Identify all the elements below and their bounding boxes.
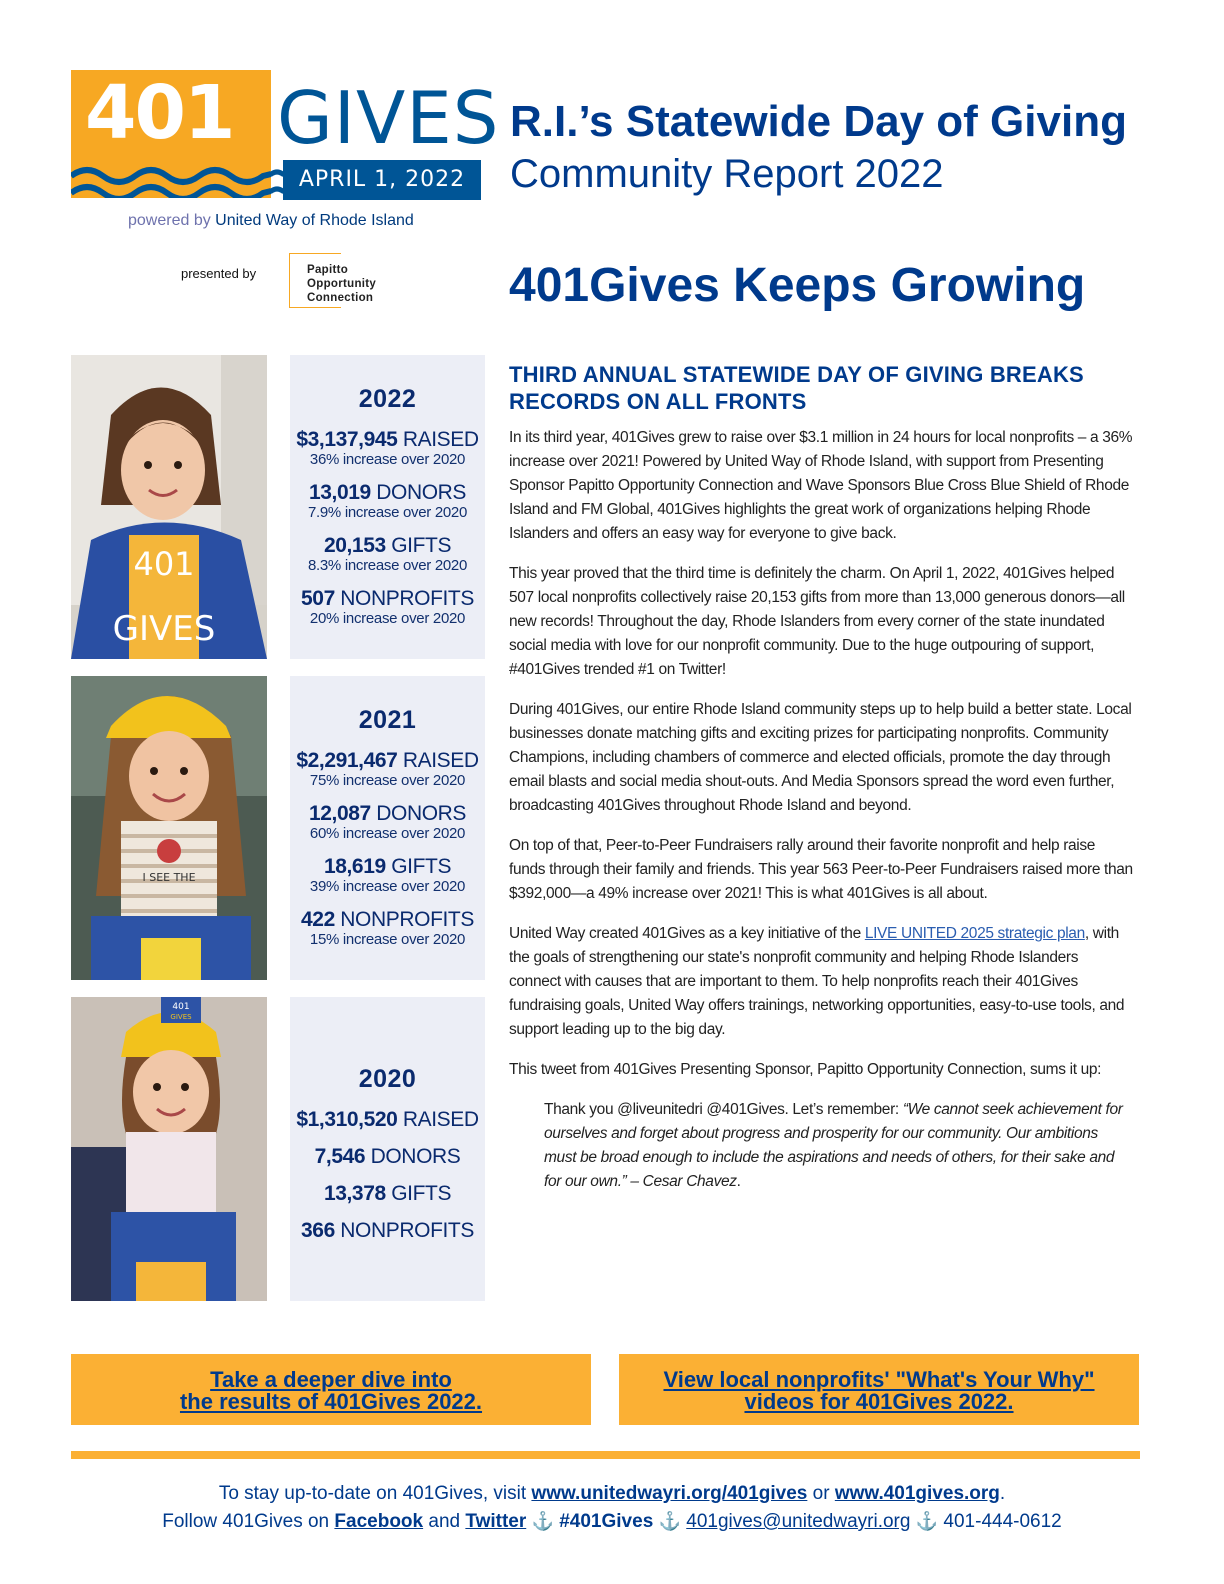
stat-value: $1,310,520	[296, 1108, 398, 1131]
article-paragraph: During 401Gives, our entire Rhode Island community steps up to help build a better state. Local businesses donate matching gifts and exciting prizes for participating nonprofits. Community Champions, including chambers of commerce and elected officials, promote the day through email blasts and social media shout-outs. And Media Sponsors spread the word even further, broadcasting 401Gives throughout Rhode Island and beyond.	[509, 701, 1132, 814]
photo-2020-illustration	[71, 997, 267, 1301]
sponsor-name	[307, 263, 376, 305]
anchor-icon: ⚓	[531, 1511, 554, 1531]
footer-divider	[71, 1451, 1140, 1459]
headline: 401Gives Keeps Growing	[509, 259, 1086, 312]
sponsor-logo	[289, 253, 399, 308]
twitter-link[interactable]: Twitter	[465, 1511, 527, 1532]
logo-gives-text: GIVES	[277, 76, 500, 160]
stat-label: RAISED	[402, 1108, 479, 1131]
article-body	[509, 426, 1133, 1194]
stat-value: 13,019	[308, 481, 371, 504]
stats-panel-2022	[290, 355, 485, 659]
stat-label: NONPROFITS	[340, 1219, 474, 1242]
stat-gifts	[290, 1183, 485, 1205]
stat-label: DONORS	[376, 802, 467, 825]
footer-text: To stay up-to-date on 401Gives, visit	[218, 1483, 532, 1504]
photo-2021-illustration	[71, 676, 267, 980]
article-paragraph: On top of that, Peer-to-Peer Fundraisers rally around their favorite nonprofit and help raise funds through their family and friends. This year 563 Peer-to-Peer Fundraisers raised more than $392,000—a 49% increase over 2021! This is what 401Gives is all about.	[509, 837, 1133, 902]
article-paragraph	[509, 922, 1133, 1042]
stat-value: 20,153	[323, 534, 386, 557]
stat-donors	[290, 803, 485, 825]
stat-value: $3,137,945	[296, 428, 398, 451]
results-link-button[interactable]	[71, 1354, 591, 1425]
paragraph-text: , with the goals of strengthening our state's nonprofit community and helping Rhode Islanders connect with causes that are important to them. To help nonprofits reach their 401Gives fundraising goals, United Way offers trainings, networking opportunities, easy-to-use tools, and support leading up to the big day.	[509, 925, 1125, 1038]
stat-label: NONPROFITS	[340, 587, 474, 610]
stat-label: RAISED	[402, 428, 479, 451]
footer-text: or	[807, 1483, 835, 1504]
stat-gifts	[290, 535, 485, 557]
email-link[interactable]: 401gives@unitedwayri.org	[686, 1511, 911, 1532]
stat-increase: 7.9% increase over 2020	[307, 504, 468, 521]
stat-nonprofits	[290, 588, 485, 610]
stat-label: GIFTS	[391, 534, 452, 557]
cap-401-text: 401	[172, 1002, 190, 1012]
cta-line: View local nonprofits' "What's Your Why"	[663, 1367, 1095, 1392]
stat-value: 7,546	[314, 1145, 366, 1168]
tweet-quote	[544, 1098, 1133, 1194]
logo-401-text: 401	[85, 70, 234, 156]
stat-increase: 15% increase over 2020	[309, 931, 466, 948]
stat-label: NONPROFITS	[340, 908, 474, 931]
stats-panel-2020	[290, 997, 485, 1301]
stat-raised	[290, 750, 485, 772]
stat-nonprofits	[290, 1220, 485, 1242]
shirt-401-text: 401	[133, 545, 195, 583]
powered-prefix: powered by	[128, 212, 211, 229]
facebook-link[interactable]: Facebook	[334, 1511, 424, 1532]
footer-line-1	[0, 1481, 1224, 1507]
page-subtitle: Community Report 2022	[510, 152, 944, 196]
stats-panel-2021	[290, 676, 485, 980]
shirt-slogan-text: I SEE THE	[142, 871, 196, 884]
stat-increase: 75% increase over 2020	[309, 772, 466, 789]
quote-end: .	[736, 1173, 741, 1190]
logo-date-badge: APRIL 1, 2022	[283, 160, 481, 200]
stat-label: DONORS	[376, 481, 467, 504]
stat-raised	[290, 1109, 485, 1131]
stat-label: GIFTS	[391, 855, 452, 878]
photo-child-2022	[71, 355, 267, 659]
stat-value: $2,291,467	[296, 749, 398, 772]
photo-2022-illustration	[71, 355, 267, 659]
stats-year: 2021	[358, 706, 417, 734]
stats-year: 2022	[358, 385, 417, 413]
sponsor-line: Opportunity	[307, 278, 377, 290]
sponsor-line: Papitto	[307, 264, 349, 276]
powered-by-line	[128, 212, 414, 230]
anchor-icon: ⚓	[915, 1511, 939, 1531]
phone-number: 401-444-0612	[943, 1511, 1062, 1532]
article-paragraph: This tweet from 401Gives Presenting Sponsor, Papitto Opportunity Connection, sums it up:	[509, 1061, 1102, 1078]
stats-year: 2020	[358, 1065, 417, 1093]
stat-value: 13,378	[323, 1182, 386, 1205]
stat-value: 12,087	[308, 802, 371, 825]
stat-gifts	[290, 856, 485, 878]
stat-label: DONORS	[370, 1145, 461, 1168]
hashtag: #401Gives	[559, 1511, 654, 1532]
401gives-link[interactable]: www.401gives.org	[834, 1483, 1000, 1504]
cta-line: videos for 401Gives 2022.	[744, 1389, 1014, 1414]
stat-label: GIFTS	[391, 1182, 452, 1205]
shirt-gives-text: GIVES	[112, 609, 216, 649]
stat-donors	[290, 1146, 485, 1168]
stat-donors	[290, 482, 485, 504]
stat-value: 18,619	[323, 855, 386, 878]
cta-line: the results of 401Gives 2022.	[179, 1389, 483, 1414]
paragraph-text: United Way created 401Gives as a key initiative of the	[509, 925, 865, 942]
article-subhead: THIRD ANNUAL STATEWIDE DAY OF GIVING BREAKS RECORDS ON ALL FRONTS	[509, 362, 1084, 414]
quote-italic: “We cannot seek achievement for ourselves and forget about progress and prosperity for our community. Our ambitions must be broad enough to include the aspirations and needs of others, for their sake and for our own.” – Cesar Chavez	[544, 1101, 1123, 1190]
stat-increase: 39% increase over 2020	[309, 878, 466, 895]
presented-by-label: presented by	[181, 266, 257, 281]
anchor-icon: ⚓	[658, 1511, 681, 1531]
photo-child-2021	[71, 676, 267, 980]
page-title: R.I.’s Statewide Day of Giving	[510, 97, 1127, 146]
footer-text: .	[999, 1483, 1006, 1504]
stat-increase: 36% increase over 2020	[309, 451, 466, 468]
stat-value: 507	[301, 587, 335, 610]
stat-increase: 8.3% increase over 2020	[307, 557, 468, 574]
stat-value: 422	[301, 908, 335, 931]
strategic-plan-link[interactable]: LIVE UNITED 2025 strategic plan	[864, 925, 1085, 942]
stat-nonprofits	[290, 909, 485, 931]
unitedwayri-link[interactable]: www.unitedwayri.org/401gives	[531, 1483, 808, 1504]
logo-401-block	[71, 70, 271, 203]
cta-line: Take a deeper dive into	[210, 1367, 452, 1392]
article-paragraph: This year proved that the third time is definitely the charm. On April 1, 2022, 401Gives helped 507 local nonprofits collectively raise 20,153 gifts from more than 13,000 generous donors—all new records! Throughout the day, Rhode Islanders from every corner of the state inundated social media with love for our nonprofit community. Due to the huge outpouring of support, #401Gives trended #1 on Twitter!	[509, 565, 1125, 678]
cap-gives-text: GIVES	[170, 1013, 192, 1021]
wave-tail-icon	[270, 168, 284, 198]
sponsor-line: Connection	[307, 292, 374, 304]
footer-text: and	[423, 1511, 466, 1532]
stat-increase: 20% increase over 2020	[309, 610, 466, 627]
footer-text: Follow 401Gives on	[162, 1511, 335, 1532]
photo-child-2020	[71, 997, 267, 1301]
powered-org: United Way of Rhode Island	[215, 212, 414, 229]
article-paragraph: In its third year, 401Gives grew to raise over $3.1 million in 24 hours for local nonprofits – a 36% increase over 2021! Powered by United Way of Rhode Island, with support from Presenting Sponsor Papitto Opportunity Connection and Wave Sponsors Blue Cross Blue Shield of Rhode Island and FM Global, 401Gives highlights the great work of organizations helping Rhode Islanders and offers an easy way for everyone to give back.	[509, 429, 1133, 542]
stat-value: 366	[301, 1219, 335, 1242]
stat-raised	[290, 429, 485, 451]
quote-text: Thank you @liveunitedri @401Gives. Let’s remember:	[544, 1101, 903, 1118]
waves-icon	[71, 162, 271, 203]
stat-label: RAISED	[402, 749, 479, 772]
footer-line-2	[0, 1508, 1224, 1535]
stat-increase: 60% increase over 2020	[309, 825, 466, 842]
videos-link-button[interactable]	[619, 1354, 1139, 1425]
